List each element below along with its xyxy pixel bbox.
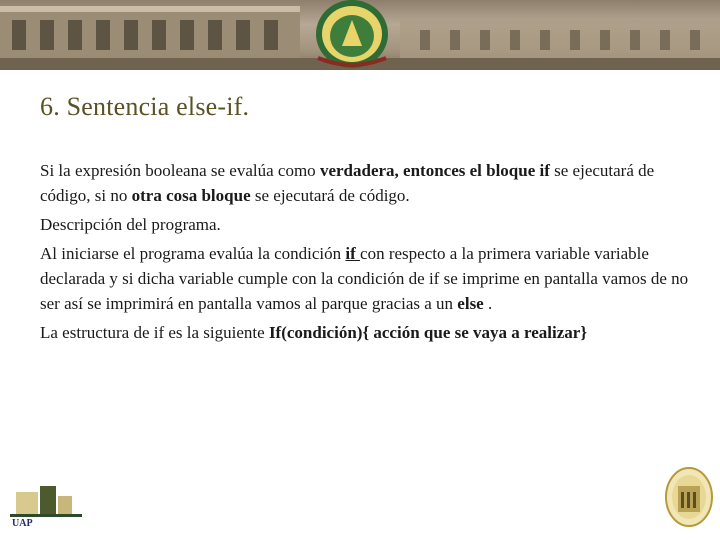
crest-icon bbox=[316, 0, 388, 68]
uap-logo-text: UAP bbox=[12, 518, 33, 528]
text-run: con respecto a la primera variable variable declarada y si dicha variable cumple con la condición de if se imprime en pantalla vamos de no ser así se imprimirá en pantalla vamos al parque gracias a un bbox=[40, 244, 689, 313]
text-run: . bbox=[483, 294, 493, 313]
text-run: se ejecutará de código. bbox=[250, 186, 410, 205]
paragraph-3 bbox=[40, 241, 700, 316]
university-seal-icon bbox=[664, 466, 714, 528]
bold-run: otra cosa bloque bbox=[131, 186, 251, 205]
paragraph-2: Descripción del programa. bbox=[40, 215, 221, 234]
bold-run: If(condición){ acción que se vaya a realizar} bbox=[268, 323, 588, 342]
paragraph-4 bbox=[40, 320, 700, 345]
uap-building-icon bbox=[10, 484, 82, 528]
university-seal bbox=[664, 466, 714, 528]
bold-run: if bbox=[345, 244, 361, 263]
bold-run: else bbox=[457, 294, 484, 313]
slide-body bbox=[40, 158, 700, 349]
bold-run: verdadera, entonces el bloque if bbox=[319, 161, 550, 180]
text-run: Al iniciarse el programa evalúa la condición bbox=[40, 244, 346, 263]
uap-logo bbox=[10, 484, 82, 528]
text-run: La estructura de if es la siguiente bbox=[40, 323, 269, 342]
paragraph-1 bbox=[40, 158, 700, 208]
text-run: se ejecutará de código, si no bbox=[40, 161, 655, 205]
text-run: Si la expresión booleana se evalúa como bbox=[40, 161, 320, 180]
building-facade-icon bbox=[0, 0, 720, 70]
slide-title: 6. Sentencia else-if. bbox=[40, 92, 250, 121]
header-banner bbox=[0, 0, 720, 70]
